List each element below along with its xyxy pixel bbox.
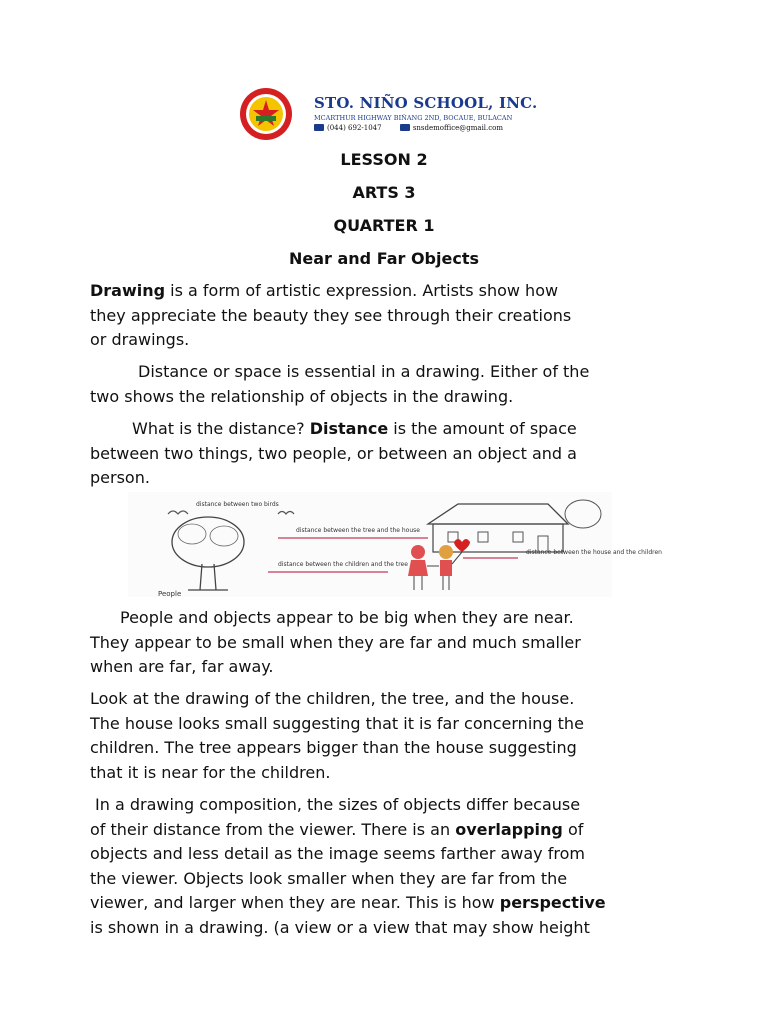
term-overlapping: overlapping [455,819,563,839]
paragraph-look-at-drawing: Look at the drawing of the children, the tree, and the house. The house looks small suggesting that it is far concerning the children. The tree appears bigger than the house suggesting that it is near for the children. [90,689,584,782]
paragraph-composition: In a drawing composition, the sizes of objects differ because of their distance from the viewer. There is an overlapping of objects and less detail as the image seems farther away from the viewer. Objects look smaller when they are far from the viewer, and larger when they are near. This is how perspective is shown in a drawing. (a view or a view that may show height [90,795,606,937]
school-seal-logo [236,86,296,142]
label-tree-house: distance between the tree and the house [296,527,420,534]
email-contact [400,124,511,132]
paragraph-space: Distance or space is essential in a drawing. Either of the two shows the relationship of objects in the drawing. [90,362,590,406]
school-address: MCARTHUR HIGHWAY BIÑANG 2ND, BOCAUE, BULACAN [314,114,513,122]
email-address: snsdemoffice@gmail.com [412,124,504,132]
school-contact [314,124,519,132]
term-perspective: perspective [499,893,606,912]
phone-icon [314,124,324,131]
quarter-title: QUARTER 1 [333,216,435,235]
term-distance: Distance [309,419,389,438]
paragraph-drawing: Drawing is a form of artistic expression. Artists show how they appreciate the beauty they see through their creations or drawings. [90,281,572,349]
email-icon [400,124,410,131]
label-children-tree: distance between the children and the tree [278,561,408,568]
label-house-children: distance between the house and the children [526,549,662,556]
paragraph-near-far: People and objects appear to be big when they are near. They appear to be small when they are far and much smaller when are far, far away. [90,608,581,676]
label-people: People [158,590,182,598]
paragraph-distance: What is the distance? Distance is the amount of space between two things, two people, or between an object and a person. [90,419,577,487]
topic-title: Near and Far Objects [288,249,479,268]
subject-title: ARTS 3 [352,183,416,202]
phone-number: (044) 692-1047 [327,124,382,132]
distance-illustration [128,492,662,598]
school-header [236,86,542,142]
lesson-title: LESSON 2 [340,150,428,169]
label-birds: distance between two birds [196,501,279,508]
term-drawing: Drawing [90,281,166,300]
school-name: STO. NIÑO SCHOOL, INC. [314,94,538,112]
phone-contact [314,124,390,132]
